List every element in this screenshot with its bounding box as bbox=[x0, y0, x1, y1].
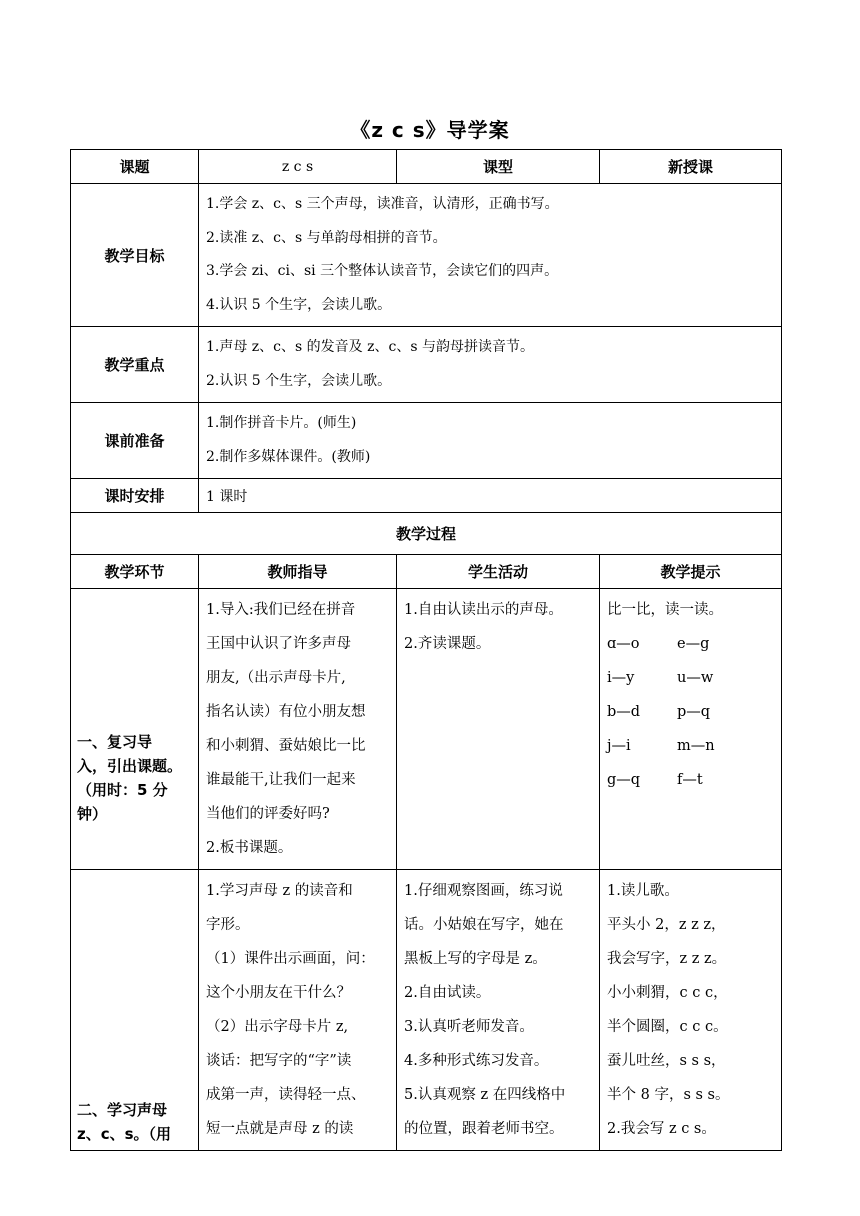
topic-value: z c s bbox=[199, 150, 397, 184]
column-header: 学生活动 bbox=[397, 555, 600, 589]
keypoint-item: 2.认识 5 个生字，会读儿歌。 bbox=[206, 372, 392, 389]
type-value: 新授课 bbox=[600, 150, 782, 184]
page-title: 《z c s》导学案 bbox=[350, 118, 510, 142]
prep-content bbox=[199, 403, 782, 479]
process-title: 教学过程 bbox=[71, 513, 782, 555]
keypoints-row bbox=[71, 327, 782, 403]
letter-pair: g—q f—t bbox=[607, 772, 703, 788]
teacher-guidance: 1.导入:我们已经在拼音 王国中认识了许多声母 朋友,（出示声母卡片, 指名认读）有位小朋友想 和小刺猬、蚕姑娘比一比 谁最能干,让我们一起来 当他们的评委好吗? 2.板书课题。 bbox=[199, 589, 397, 870]
step-section: 一、复习导 入，引出课题。 （用时：5 分 钟） bbox=[71, 589, 199, 870]
keypoints-content bbox=[199, 327, 782, 403]
prep-row bbox=[71, 403, 782, 479]
prep-item: 1.制作拼音卡片。(师生) bbox=[206, 415, 357, 431]
step-section: 二、学习声母 z、c、s。（用 bbox=[71, 870, 199, 1151]
column-header: 教学提示 bbox=[600, 555, 782, 589]
column-header: 教师指导 bbox=[199, 555, 397, 589]
topic-label: 课题 bbox=[71, 150, 199, 184]
step-row bbox=[71, 870, 782, 1151]
type-label: 课型 bbox=[397, 150, 600, 184]
keypoints-label: 教学重点 bbox=[71, 327, 199, 403]
schedule-row bbox=[71, 479, 782, 513]
column-header: 教学环节 bbox=[71, 555, 199, 589]
teaching-tips: 比一比，读一读。 ɑ—o e—g i—y u—w b—d p—q j—i m—n g—q f—t bbox=[600, 589, 782, 870]
column-header-row bbox=[71, 555, 782, 589]
objectives-label: 教学目标 bbox=[71, 184, 199, 327]
letter-pair: b—d p—q bbox=[607, 704, 711, 720]
objective-item: 1.学会 z、c、s 三个声母，读准音，认清形，正确书写。 bbox=[206, 196, 559, 212]
teaching-tips: 1.读儿歌。 平头小 2，z z z， 我会写字，z z z。 小小刺猬，c c c， 半个圆圈，c c c。 蚕儿吐丝，s s s， 半个 8 字，s s s。 2.我会写 z c s。 bbox=[600, 870, 782, 1151]
objective-item: 3.学会 zi、ci、si 三个整体认读音节，会读它们的四声。 bbox=[206, 263, 559, 279]
student-activity: 1.自由认读出示的声母。 2.齐读课题。 bbox=[397, 589, 600, 870]
teacher-guidance: 1.学习声母 z 的读音和 字形。 （1）课件出示画面，问： 这个小朋友在干什么？ （2）出示字母卡片 z, 谈话：把写字的“字”读 成第一声，读得轻一点、 短一点就是声母 z 的读 bbox=[199, 870, 397, 1151]
letter-pair: i—y u—w bbox=[607, 670, 714, 686]
prep-label: 课前准备 bbox=[71, 403, 199, 479]
header-row bbox=[71, 150, 782, 184]
keypoint-item: 1.声母 z、c、s 的发音及 z、c、s 与韵母拼读音节。 bbox=[206, 339, 534, 355]
objectives-row bbox=[71, 184, 782, 327]
process-title-row bbox=[71, 513, 782, 555]
objective-item: 4.认识 5 个生字，会读儿歌。 bbox=[206, 296, 392, 313]
objectives-content bbox=[199, 184, 782, 327]
letter-pair: j—i m—n bbox=[607, 738, 715, 754]
lesson-plan-table bbox=[70, 149, 782, 1151]
letter-pair: ɑ—o e—g bbox=[607, 636, 710, 652]
prep-item: 2.制作多媒体课件。(教师) bbox=[206, 448, 371, 465]
schedule-label: 课时安排 bbox=[71, 479, 199, 513]
schedule-value: 1 课时 bbox=[199, 479, 782, 513]
student-activity: 1.仔细观察图画，练习说 话。小姑娘在写字，她在 黑板上写的字母是 z。 2.自由试读。 3.认真听老师发音。 4.多种形式练习发音。 5.认真观察 z 在四线格中 的位置，跟着老师书空。 bbox=[397, 870, 600, 1151]
objective-item: 2.读准 z、c、s 与单韵母相拼的音节。 bbox=[206, 229, 447, 246]
step-row bbox=[71, 589, 782, 870]
